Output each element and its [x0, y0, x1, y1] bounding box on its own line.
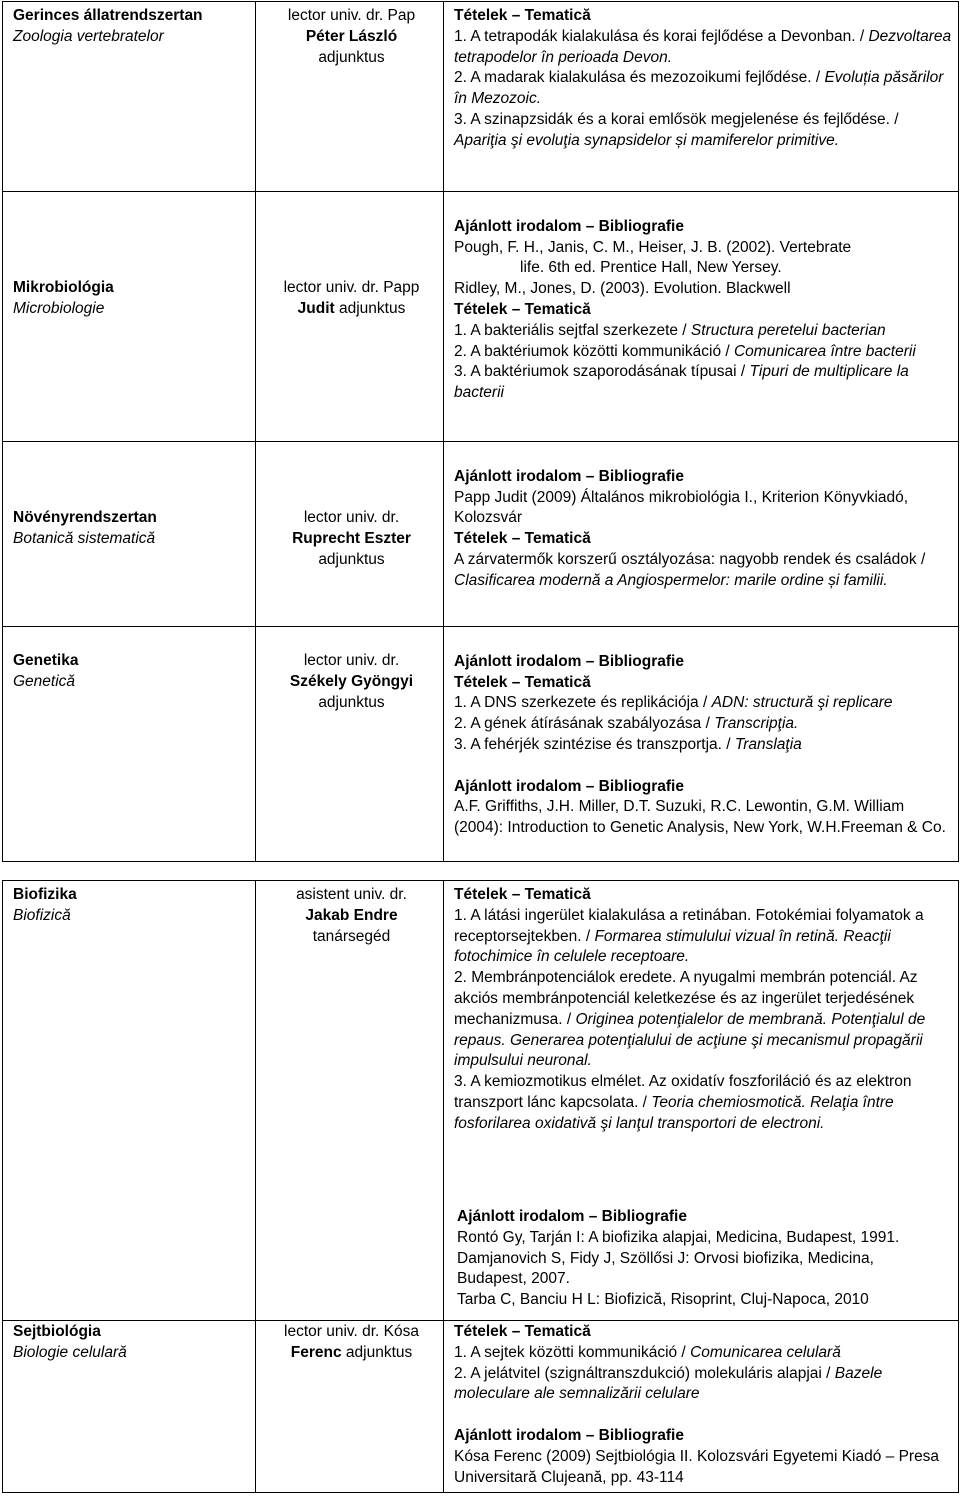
- topics-label: Tételek – Tematică: [454, 673, 591, 691]
- biofizika-bibliography: [457, 1207, 947, 1311]
- table-row: [3, 2, 959, 192]
- lecturer-title: lector univ. dr. Kósa: [284, 1323, 419, 1340]
- lecturer-rank: adjunktus: [318, 550, 385, 568]
- lecturer-title: lector univ. dr.: [303, 652, 400, 669]
- lecturer-name-line: [266, 299, 437, 320]
- topic-item: 2. A madarak kialakulása és mezozoikumi fejlődése. / Evoluția păsărilor în Mezozoic.: [454, 69, 944, 108]
- subject-cell: [3, 192, 256, 442]
- lecturer-rank: adjunktus: [338, 299, 406, 317]
- content-cell: [444, 1321, 959, 1493]
- lecturer-rank: adjunktus: [318, 693, 385, 711]
- lecturer-cell: [256, 442, 444, 627]
- biblio-label: Ajánlott irodalom – Bibliografie: [457, 1208, 687, 1225]
- biblio-label: Ajánlott irodalom – Bibliografie: [454, 1426, 684, 1444]
- subject-cell: [3, 1321, 256, 1493]
- lecturer-name: Ferenc: [290, 1343, 342, 1361]
- subject-ro: Botanică sistematică: [13, 529, 156, 547]
- lecturer-name: Jakab Endre: [305, 906, 398, 924]
- content-cell: [444, 442, 959, 627]
- lecturer-cell: [256, 2, 444, 192]
- lecturer-rank: adjunktus: [345, 1343, 413, 1361]
- topic-item: 2. A baktériumok közötti kommunikáció / Comunicarea între bacterii: [454, 342, 916, 360]
- subject-cell: [3, 881, 256, 1321]
- topic-item: 3. A szinapzsidák és a korai emlősök megjelenése és fejlődése. / Apariţia şi evoluţia synapsidelor și mamiferelor primitive.: [454, 110, 899, 149]
- course-table-2: [2, 880, 959, 1493]
- topic-item: A zárvatermők korszerű osztályozása: nagyobb rendek és családok / Clasificarea modernă a Angiospermelor: marile ordine și familii.: [454, 550, 926, 589]
- table-row: [3, 1321, 959, 1493]
- topic-item: 3. A baktériumok szaporodásának típusai / Tipuri de multiplicare la bacterii: [454, 363, 909, 402]
- biblio-label: Ajánlott irodalom – Bibliografie: [454, 467, 684, 485]
- table-row: [3, 627, 959, 862]
- biblio-item: Pough, F. H., Janis, C. M., Heiser, J. B. (2002). Vertebrate: [454, 238, 852, 256]
- biblio-item: Papp Judit (2009) Általános mikrobiológia I., Kriterion Könyvkiadó, Kolozsvár: [454, 488, 909, 527]
- biblio-item: A.F. Griffiths, J.H. Miller, D.T. Suzuki, R.C. Lewontin, G.M. William (2004): Introduction to Genetic Analysis, New York, W.H.Freeman & Co.: [454, 798, 946, 837]
- subject-cell: [3, 442, 256, 627]
- biblio-label: Ajánlott irodalom – Bibliografie: [454, 217, 684, 235]
- topic-item: 2. A gének átírásának szabályozása / Transcripţia.: [454, 715, 799, 733]
- lecturer-name: Ruprecht Eszter: [292, 529, 411, 547]
- lecturer-rank: tanársegéd: [312, 927, 391, 945]
- lecturer-title: lector univ. dr. Papp: [283, 279, 420, 296]
- topic-item: 1. A látási ingerület kialakulása a retinában. Fotokémiai folyamatok a receptorsejtekben. / Formarea stimulului vizual în retină. Reacţii fotochimice în celulele receptoare.: [454, 906, 924, 966]
- subject-hu: Mikrobiológia: [13, 279, 114, 296]
- biblio-label: Ajánlott irodalom – Bibliografie: [454, 652, 684, 670]
- subject-cell: [3, 2, 256, 192]
- topics-label: Tételek – Tematică: [454, 7, 591, 24]
- content-cell: [444, 2, 959, 192]
- topic-item: 1. A DNS szerkezete és replikációja / ADN: structură şi replicare: [454, 694, 893, 712]
- topic-item: 3. A kemiozmotikus elmélet. Az oxidatív foszforiláció és az elektron transzport lánc kapcsolata. / Teoria chemiosmotică. Relaţia între fosforilarea oxidativă şi lanţul transportori de electroni.: [454, 1073, 912, 1132]
- subject-hu: Genetika: [13, 652, 79, 669]
- topic-item: 2. A jelátvitel (szignáltranszdukció) molekuláris alapjai / Bazele moleculare ale semnalizării celulare: [454, 1364, 883, 1403]
- biblio-item: Rontó Gy, Tarján I: A biofizika alapjai, Medicina, Budapest, 1991.: [457, 1228, 900, 1246]
- topic-item: 1. A bakteriális sejtfal szerkezete / Structura peretelui bacterian: [454, 321, 886, 339]
- lecturer-cell: [256, 627, 444, 862]
- lecturer-name-line: [266, 1343, 437, 1364]
- lecturer-cell: [256, 1321, 444, 1493]
- lecturer-name: Péter László: [305, 27, 398, 45]
- subject-cell: [3, 627, 256, 862]
- biblio-item: Damjanovich S, Fidy J, Szöllősi J: Orvosi biofizika, Medicina, Budapest, 2007.: [457, 1249, 874, 1288]
- biblio-item: Kósa Ferenc (2009) Sejtbiológia II. Kolozsvári Egyetemi Kiadó – Presa Universitară Clujeană, pp. 43-114: [454, 1447, 940, 1486]
- biblio-item: Tarba C, Banciu H L: Biofizică, Risoprint, Cluj-Napoca, 2010: [457, 1291, 869, 1309]
- lecturer-name: Judit: [297, 299, 335, 317]
- lecturer-cell: [256, 192, 444, 442]
- topic-item: 1. A tetrapodák kialakulása és korai fejlődése a Devonban. / Dezvoltarea tetrapodelor în perioada Devon.: [454, 27, 952, 66]
- subject-ro: Genetică: [13, 672, 76, 690]
- subject-hu: Biofizika: [13, 886, 77, 903]
- subject-ro: Zoologia vertebratelor: [13, 27, 164, 45]
- lecturer-title: asistent univ. dr.: [296, 886, 407, 903]
- subject-hu: Gerinces állatrendszertan: [13, 7, 203, 24]
- topics-label: Tételek – Tematică: [454, 1323, 591, 1340]
- topics-label: Tételek – Tematică: [454, 300, 591, 318]
- lecturer-title: lector univ. dr. Pap: [287, 7, 416, 24]
- table-row: [3, 192, 959, 442]
- content-cell: [444, 192, 959, 442]
- lecturer-rank: adjunktus: [318, 48, 385, 66]
- subject-hu: Sejtbiológia: [13, 1323, 101, 1340]
- topic-item: 1. A sejtek közötti kommunikáció / Comunicarea celulară: [454, 1343, 841, 1361]
- topics-label: Tételek – Tematică: [454, 530, 591, 548]
- lecturer-name: Székely Gyöngyi: [289, 672, 414, 690]
- topic-item: 2. Membránpotenciálok eredete. A nyugalmi membrán potenciál. Az akciós membránpotenciál keletkezése és az ingerület terjedésének mechanizmusa. / Originea potenţialelor de membrană. Potenţialul de repaus. Generarea potenţialului de acţiune şi mecanismul propagării impulsului neuronal.: [454, 969, 926, 1070]
- subject-ro: Microbiologie: [13, 299, 105, 317]
- table-row: [3, 442, 959, 627]
- biblio-item: Ridley, M., Jones, D. (2003). Evolution. Blackwell: [454, 280, 791, 298]
- course-table-1: [2, 1, 959, 862]
- biblio-item: life. 6th ed. Prentice Hall, New Yersey.: [520, 259, 782, 277]
- subject-hu: Növényrendszertan: [13, 509, 157, 526]
- topics-label: Tételek – Tematică: [454, 886, 591, 903]
- lecturer-cell: [256, 881, 444, 1321]
- biblio-label: Ajánlott irodalom – Bibliografie: [454, 777, 684, 795]
- topic-item: 3. A fehérjék szintézise és transzportja. / Translaţia: [454, 735, 802, 753]
- subject-ro: Biofizică: [13, 906, 71, 924]
- subject-ro: Biologie celulară: [13, 1343, 127, 1361]
- lecturer-title: lector univ. dr.: [303, 509, 400, 526]
- content-cell: [444, 627, 959, 862]
